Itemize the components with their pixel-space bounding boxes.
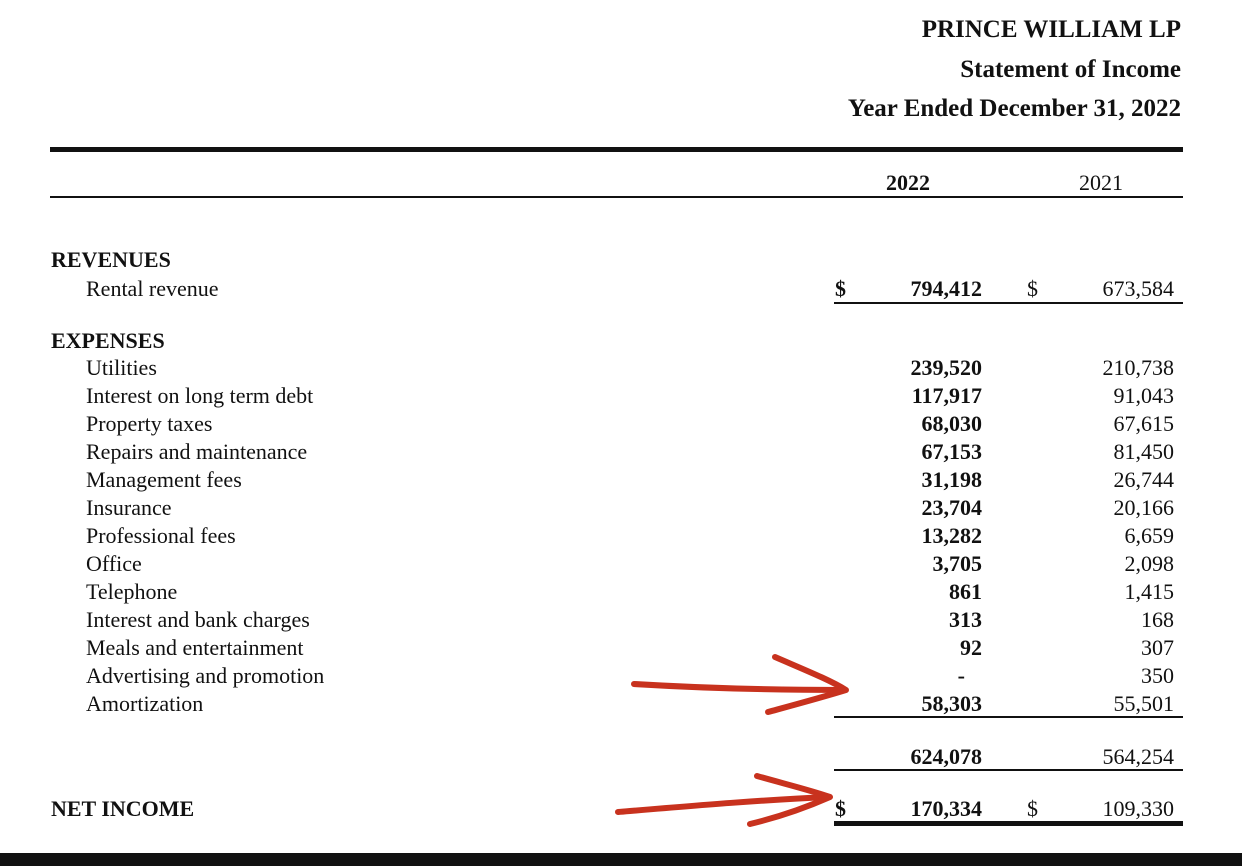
expense-item-label: Utilities <box>86 355 157 380</box>
expense-item-label: Property taxes <box>86 411 213 436</box>
company-name: PRINCE WILLIAM LP <box>921 16 1181 43</box>
expense-2021-value: 2,098 <box>1124 551 1174 576</box>
expense-2021-value: 6,659 <box>1124 523 1174 548</box>
expense-2022-value: 58,303 <box>921 691 982 716</box>
expense-item-label: Professional fees <box>86 523 236 548</box>
expense-item-label: Advertising and promotion <box>86 663 325 688</box>
expense-2021-value: 168 <box>1141 607 1174 632</box>
line-item-label: Rental revenue <box>86 276 219 301</box>
expense-2022-value: 117,917 <box>911 383 982 408</box>
statement-period: Year Ended December 31, 2022 <box>847 95 1181 122</box>
expense-2022-value: 861 <box>949 579 982 604</box>
expense-2021-value: 350 <box>1141 663 1174 688</box>
expenses-total-2021: 564,254 <box>1102 744 1174 769</box>
expense-2021-value: 210,738 <box>1102 355 1174 380</box>
expense-item-label: Insurance <box>86 495 172 520</box>
expense-item-label: Office <box>86 551 142 576</box>
column-header-2021: 2021 <box>1079 170 1123 195</box>
currency-symbol: $ <box>1027 796 1038 821</box>
expense-2021-value: 91,043 <box>1113 383 1174 408</box>
expense-item-label: Repairs and maintenance <box>86 439 308 464</box>
expense-2022-value: 239,520 <box>910 355 982 380</box>
revenue-2021-value: 673,584 <box>1102 276 1174 301</box>
arrow-icon <box>768 657 846 712</box>
expense-item-label: Telephone <box>86 579 178 604</box>
expense-2021-value: 81,450 <box>1113 439 1174 464</box>
revenues-heading: REVENUES <box>51 247 171 272</box>
expenses-total-2022: 624,078 <box>910 744 982 769</box>
expense-2021-value: 67,615 <box>1113 411 1174 436</box>
expense-2022-value: 68,030 <box>921 411 982 436</box>
expense-item-label: Meals and entertainment <box>86 635 304 660</box>
column-header-2022: 2022 <box>886 170 930 195</box>
expense-2022-value: 13,282 <box>921 523 982 548</box>
expense-2022-value: 313 <box>949 607 982 632</box>
expenses-heading: EXPENSES <box>51 328 165 353</box>
expense-2022-value: - <box>957 663 965 688</box>
expense-2022-value: 31,198 <box>921 467 982 492</box>
expense-2021-value: 307 <box>1141 635 1174 660</box>
arrow-icon <box>634 684 845 690</box>
expense-item-label: Management fees <box>86 467 242 492</box>
currency-symbol: $ <box>835 796 846 821</box>
net-income-2022: 170,334 <box>910 796 982 821</box>
statement-title: Statement of Income <box>960 56 1181 83</box>
expense-2022-value: 92 <box>960 635 982 660</box>
currency-symbol: $ <box>835 276 846 301</box>
expense-2022-value: 23,704 <box>921 495 982 520</box>
currency-symbol: $ <box>1027 276 1038 301</box>
net-income-2021: 109,330 <box>1102 796 1174 821</box>
expense-item-label: Amortization <box>86 691 204 716</box>
expense-2021-value: 1,415 <box>1124 579 1174 604</box>
expense-2022-value: 3,705 <box>932 551 982 576</box>
revenue-2022-value: 794,412 <box>910 276 982 301</box>
expense-2022-value: 67,153 <box>921 439 982 464</box>
page-bottom-bar <box>0 853 1242 866</box>
expense-2021-value: 26,744 <box>1113 467 1174 492</box>
expense-2021-value: 20,166 <box>1113 495 1174 520</box>
expense-item-label: Interest on long term debt <box>86 383 314 408</box>
expense-item-label: Interest and bank charges <box>86 607 310 632</box>
net-income-label: NET INCOME <box>51 796 195 821</box>
expense-2021-value: 55,501 <box>1113 691 1174 716</box>
